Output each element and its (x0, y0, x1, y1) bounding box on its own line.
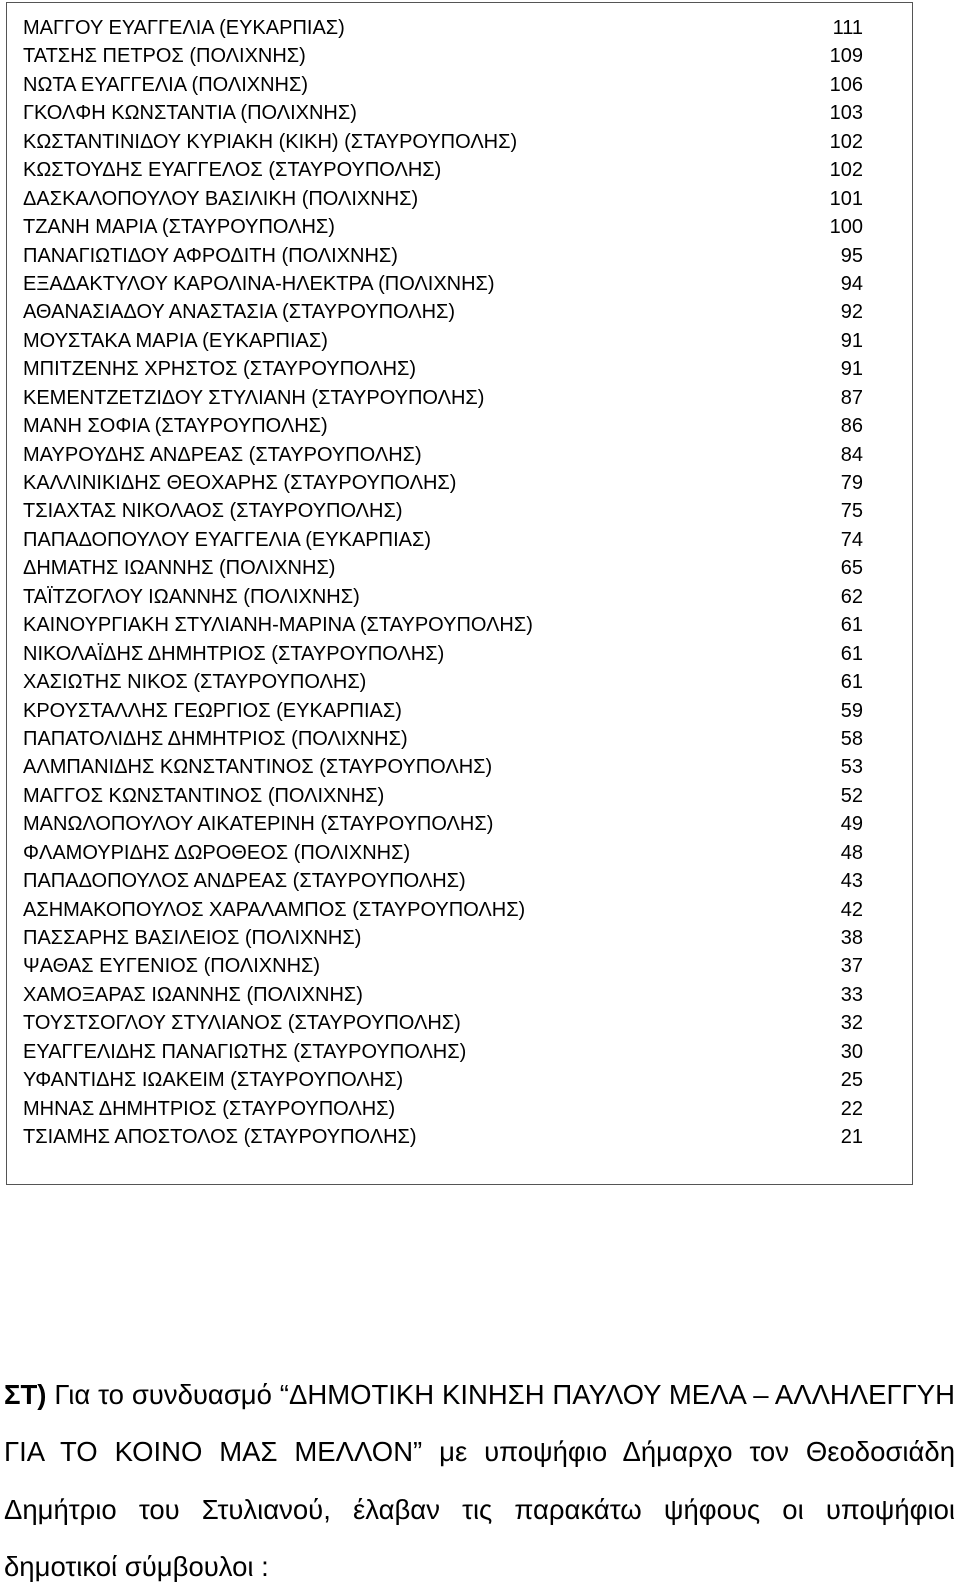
candidate-row (23, 156, 863, 184)
candidate-name: ΦΛΑΜΟΥΡΙΔΗΣ ΔΩΡΟΘΕΟΣ (ΠΟΛΙΧΝΗΣ) (23, 841, 411, 864)
candidate-name: ΥΦΑΝΤΙΔΗΣ ΙΩΑΚΕΙΜ (ΣΤΑΥΡΟΥΠΟΛΗΣ) (23, 1069, 404, 1092)
candidate-row (23, 753, 863, 781)
candidate-name: ΜΑΝΩΛΟΠΟΥΛΟΥ ΑΙΚΑΤΕΡΙΝΗ (ΣΤΑΥΡΟΥΠΟΛΗΣ) (23, 813, 494, 836)
candidate-votes: 91 (840, 329, 863, 352)
candidate-row (23, 327, 863, 355)
candidate-votes: 38 (840, 927, 863, 949)
section-label: ΣΤ) (4, 1378, 47, 1410)
candidate-name: ΚΑΙΝΟΥΡΓΙΑΚΗ ΣΤΥΛΙΑΝΗ-ΜΑΡΙΝΑ (ΣΤΑΥΡΟΥΠΟΛΗΣ) (23, 614, 533, 637)
candidate-row (23, 242, 863, 270)
candidate-votes: 61 (840, 671, 863, 694)
candidate-name: ΨΑΘΑΣ ΕΥΓΕΝΙΟΣ (ΠΟΛΙΧΝΗΣ) (23, 955, 321, 978)
candidate-votes: 100 (829, 216, 863, 239)
section-text: Για το συνδυασμό “ΔΗΜΟΤΙΚΗ ΚΙΝΗΣΗ ΠΑΥΛΟΥ ΜΕΛΑ – ΑΛΛΗΛΕΓΓΥΗ ΓΙΑ ΤΟ ΚΟΙΝΟ ΜΑΣ ΜΕΛΛΟΝ” με υποψήφιο Δήμαρχο τον Θεοδοσιάδη Δημήτριο του Στυλιανού, έλαβαν τις παρακάτω ψήφους οι υποψήφιοι δημοτικοί σύμβουλοι : (4, 1378, 956, 1582)
candidate-votes: 65 (840, 557, 863, 580)
candidate-row (23, 839, 863, 867)
results-table-box (6, 2, 913, 1185)
candidate-votes: 48 (840, 841, 863, 864)
candidate-name: ΜΗΝΑΣ ΔΗΜΗΤΡΙΟΣ (ΣΤΑΥΡΟΥΠΟΛΗΣ) (23, 1097, 396, 1120)
candidate-votes: 111 (832, 17, 863, 39)
candidate-name: ΜΟΥΣΤΑΚΑ ΜΑΡΙΑ (ΕΥΚΑΡΠΙΑΣ) (23, 329, 328, 352)
candidate-name: ΔΑΣΚΑΛΟΠΟΥΛΟΥ ΒΑΣΙΛΙΚΗ (ΠΟΛΙΧΝΗΣ) (23, 187, 419, 210)
candidate-votes: 87 (840, 386, 863, 409)
candidate-name: ΧΑΜΟΞΑΡΑΣ ΙΩΑΝΝΗΣ (ΠΟΛΙΧΝΗΣ) (23, 983, 363, 1006)
candidate-votes: 30 (840, 1040, 863, 1063)
candidate-row (23, 1095, 863, 1123)
candidate-row (23, 697, 863, 725)
candidate-name: ΤΖΑΝΗ ΜΑΡΙΑ (ΣΤΑΥΡΟΥΠΟΛΗΣ) (23, 216, 335, 239)
candidate-row (23, 441, 863, 469)
candidate-name: ΑΛΜΠΑΝΙΔΗΣ ΚΩΝΣΤΑΝΤΙΝΟΣ (ΣΤΑΥΡΟΥΠΟΛΗΣ) (23, 756, 493, 779)
candidate-votes: 91 (840, 358, 863, 381)
candidate-votes: 58 (840, 727, 863, 750)
candidate-votes: 95 (840, 244, 863, 267)
candidate-votes: 62 (840, 585, 863, 608)
candidate-votes: 84 (840, 443, 863, 466)
candidate-row (23, 42, 863, 70)
candidate-row (23, 782, 863, 810)
candidate-votes: 32 (840, 1012, 863, 1035)
candidate-votes: 102 (829, 130, 863, 153)
candidate-row (23, 99, 863, 127)
candidate-row (23, 554, 863, 582)
candidate-name: ΝΙΚΟΛΑΪΔΗΣ ΔΗΜΗΤΡΙΟΣ (ΣΤΑΥΡΟΥΠΟΛΗΣ) (23, 642, 445, 665)
candidate-row (23, 810, 863, 838)
candidate-name: ΠΑΠΑΤΟΛΙΔΗΣ ΔΗΜΗΤΡΙΟΣ (ΠΟΛΙΧΝΗΣ) (23, 727, 408, 750)
candidate-row (23, 896, 863, 924)
candidate-votes: 103 (829, 102, 863, 125)
candidate-name: ΜΑΥΡΟΥΔΗΣ ΑΝΔΡΕΑΣ (ΣΤΑΥΡΟΥΠΟΛΗΣ) (23, 443, 422, 466)
candidate-votes: 43 (840, 870, 863, 893)
candidate-row (23, 469, 863, 497)
candidate-row (23, 583, 863, 611)
candidate-votes: 101 (829, 187, 863, 210)
candidate-name: ΕΥΑΓΓΕΛΙΔΗΣ ΠΑΝΑΓΙΩΤΗΣ (ΣΤΑΥΡΟΥΠΟΛΗΣ) (23, 1040, 467, 1063)
results-list (23, 14, 863, 1152)
candidate-votes: 74 (840, 528, 863, 551)
candidate-votes: 102 (829, 159, 863, 182)
candidate-votes: 61 (840, 614, 863, 637)
candidate-votes: 59 (840, 699, 863, 722)
candidate-row (23, 1123, 863, 1151)
candidate-row (23, 128, 863, 156)
candidate-row (23, 185, 863, 213)
candidate-row (23, 640, 863, 668)
candidate-name: ΕΞΑΔΑΚΤΥΛΟΥ ΚΑΡΟΛΙΝΑ-ΗΛΕΚΤΡΑ (ΠΟΛΙΧΝΗΣ) (23, 272, 495, 295)
candidate-name: ΤΣΙΑΜΗΣ ΑΠΟΣΤΟΛΟΣ (ΣΤΑΥΡΟΥΠΟΛΗΣ) (23, 1126, 417, 1149)
candidate-name: ΚΩΣΤΑΝΤΙΝΙΔΟΥ ΚΥΡΙΑΚΗ (ΚΙΚΗ) (ΣΤΑΥΡΟΥΠΟΛΗΣ) (23, 130, 518, 153)
candidate-row (23, 1009, 863, 1037)
candidate-row (23, 924, 863, 952)
candidate-name: ΤΣΙΑΧΤΑΣ ΝΙΚΟΛΑΟΣ (ΣΤΑΥΡΟΥΠΟΛΗΣ) (23, 500, 403, 523)
candidate-votes: 106 (829, 73, 863, 96)
candidate-votes: 33 (840, 983, 863, 1006)
candidate-votes: 52 (840, 784, 863, 807)
candidate-name: ΠΑΠΑΔΟΠΟΥΛΟΣ ΑΝΔΡΕΑΣ (ΣΤΑΥΡΟΥΠΟΛΗΣ) (23, 870, 466, 893)
candidate-name: ΓΚΟΛΦΗ ΚΩΝΣΤΑΝΤΙΑ (ΠΟΛΙΧΝΗΣ) (23, 102, 357, 125)
candidate-votes: 53 (840, 756, 863, 779)
candidate-row (23, 668, 863, 696)
candidate-votes: 75 (840, 500, 863, 523)
candidate-votes: 42 (840, 898, 863, 921)
candidate-row (23, 1066, 863, 1094)
candidate-row (23, 355, 863, 383)
candidate-name: ΚΩΣΤΟΥΔΗΣ ΕΥΑΓΓΕΛΟΣ (ΣΤΑΥΡΟΥΠΟΛΗΣ) (23, 159, 442, 182)
candidate-name: ΤΑΤΣΗΣ ΠΕΤΡΟΣ (ΠΟΛΙΧΝΗΣ) (23, 45, 306, 68)
candidate-row (23, 1038, 863, 1066)
candidate-name: ΧΑΣΙΩΤΗΣ ΝΙΚΟΣ (ΣΤΑΥΡΟΥΠΟΛΗΣ) (23, 671, 367, 694)
candidate-name: ΤΑΪΤΖΟΓΛΟΥ ΙΩΑΝΝΗΣ (ΠΟΛΙΧΝΗΣ) (23, 585, 360, 608)
candidate-name: ΠΑΝΑΓΙΩΤΙΔΟΥ ΑΦΡΟΔΙΤΗ (ΠΟΛΙΧΝΗΣ) (23, 244, 398, 267)
candidate-row (23, 497, 863, 525)
candidate-votes: 92 (840, 301, 863, 324)
candidate-name: ΑΣΗΜΑΚΟΠΟΥΛΟΣ ΧΑΡΑΛΑΜΠΟΣ (ΣΤΑΥΡΟΥΠΟΛΗΣ) (23, 898, 526, 921)
candidate-row (23, 412, 863, 440)
candidate-row (23, 867, 863, 895)
candidate-votes: 79 (840, 472, 863, 494)
candidate-name: ΔΗΜΑΤΗΣ ΙΩΑΝΝΗΣ (ΠΟΛΙΧΝΗΣ) (23, 557, 336, 580)
candidate-name: ΚΡΟΥΣΤΑΛΛΗΣ ΓΕΩΡΓΙΟΣ (ΕΥΚΑΡΠΙΑΣ) (23, 699, 402, 722)
candidate-name: ΜΠΙΤΖΕΝΗΣ ΧΡΗΣΤΟΣ (ΣΤΑΥΡΟΥΠΟΛΗΣ) (23, 358, 417, 381)
candidate-name: ΚΑΛΛΙΝΙΚΙΔΗΣ ΘΕΟΧΑΡΗΣ (ΣΤΑΥΡΟΥΠΟΛΗΣ) (23, 472, 457, 494)
candidate-votes: 94 (840, 272, 863, 295)
candidate-row (23, 981, 863, 1009)
candidate-name: ΠΑΣΣΑΡΗΣ ΒΑΣΙΛΕΙΟΣ (ΠΟΛΙΧΝΗΣ) (23, 927, 362, 949)
candidate-name: ΤΟΥΣΤΣΟΓΛΟΥ ΣΤΥΛΙΑΝΟΣ (ΣΤΑΥΡΟΥΠΟΛΗΣ) (23, 1012, 461, 1035)
candidate-name: ΠΑΠΑΔΟΠΟΥΛΟΥ ΕΥΑΓΓΕΛΙΑ (ΕΥΚΑΡΠΙΑΣ) (23, 528, 431, 551)
candidate-row (23, 725, 863, 753)
candidate-row (23, 298, 863, 326)
candidate-votes: 86 (840, 415, 863, 438)
candidate-row (23, 611, 863, 639)
candidate-row (23, 526, 863, 554)
candidate-row (23, 384, 863, 412)
candidate-row (23, 270, 863, 298)
candidate-row (23, 952, 863, 980)
candidate-name: ΚΕΜΕΝΤΖΕΤΖΙΔΟΥ ΣΤΥΛΙΑΝΗ (ΣΤΑΥΡΟΥΠΟΛΗΣ) (23, 386, 485, 409)
candidate-votes: 25 (840, 1069, 863, 1092)
candidate-name: ΑΘΑΝΑΣΙΑΔΟΥ ΑΝΑΣΤΑΣΙΑ (ΣΤΑΥΡΟΥΠΟΛΗΣ) (23, 301, 456, 324)
candidate-name: ΜΑΓΓΟΣ ΚΩΝΣΤΑΝΤΙΝΟΣ (ΠΟΛΙΧΝΗΣ) (23, 784, 385, 807)
candidate-votes: 49 (840, 813, 863, 836)
candidate-row (23, 71, 863, 99)
candidate-votes: 109 (829, 45, 863, 68)
candidate-name: ΝΩΤΑ ΕΥΑΓΓΕΛΙΑ (ΠΟΛΙΧΝΗΣ) (23, 73, 308, 96)
candidate-votes: 21 (840, 1126, 863, 1149)
candidate-name: ΜΑΝΗ ΣΟΦΙΑ (ΣΤΑΥΡΟΥΠΟΛΗΣ) (23, 415, 328, 438)
candidate-name: ΜΑΓΓΟΥ ΕΥΑΓΓΕΛΙΑ (ΕΥΚΑΡΠΙΑΣ) (23, 17, 345, 39)
candidate-row (23, 213, 863, 241)
section-paragraph (4, 1366, 955, 1596)
candidate-votes: 22 (840, 1097, 863, 1120)
candidate-row (23, 14, 863, 42)
candidate-votes: 37 (840, 955, 863, 978)
candidate-votes: 61 (840, 642, 863, 665)
